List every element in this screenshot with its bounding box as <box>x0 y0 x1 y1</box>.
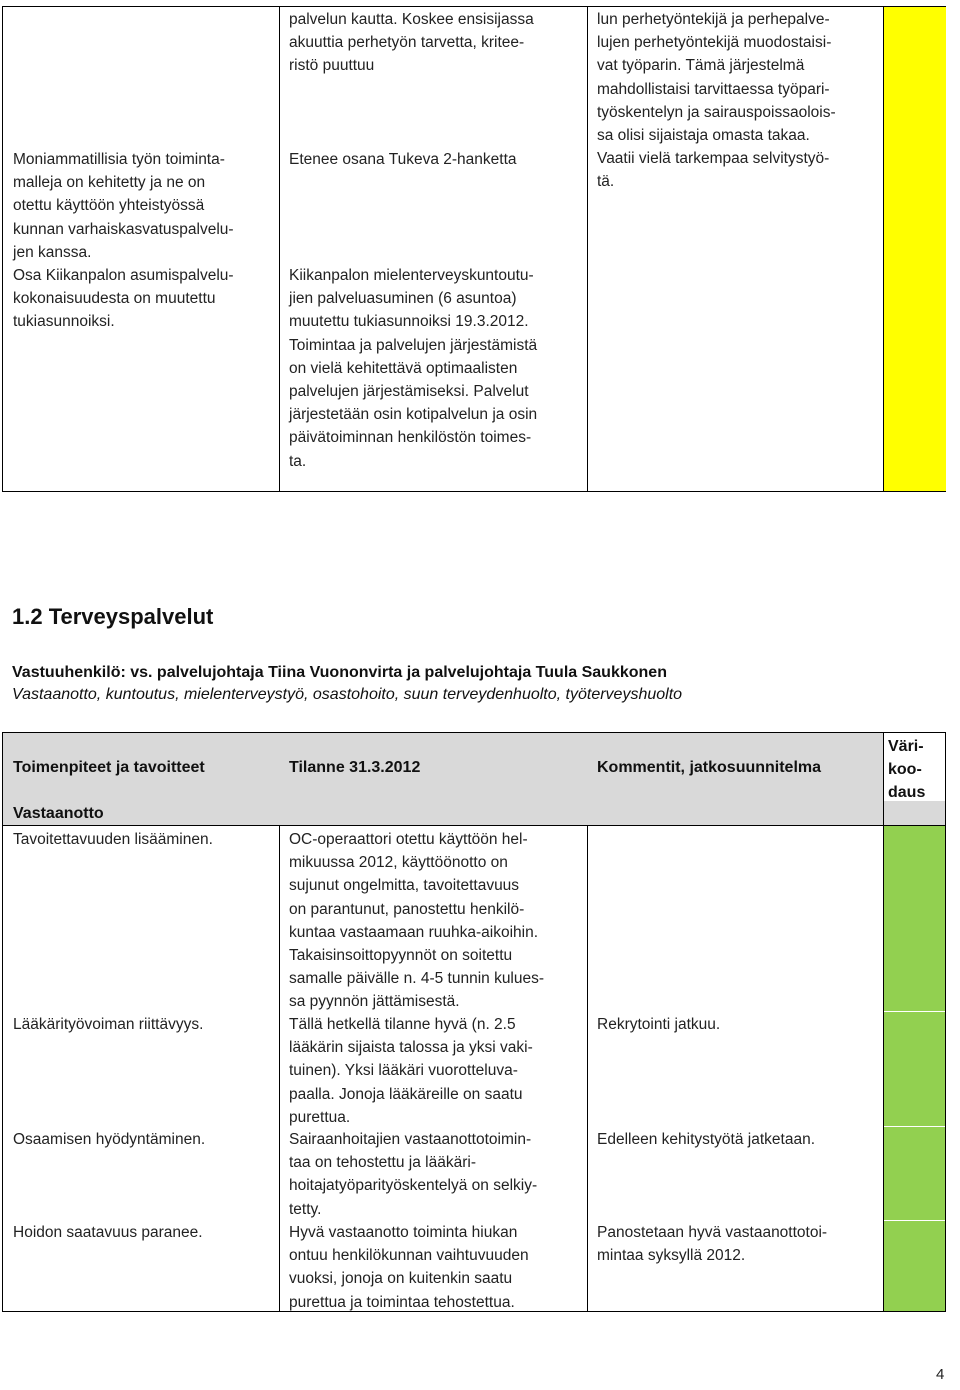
header-measures: Toimenpiteet ja tavoitteet <box>13 759 205 776</box>
comment-cell: lun perhetyöntekijä ja perhepalve- lujen perhetyöntekijä muodostaisi- vat työparin. Tämä järjestelmä mahdollistaisi tarvittaessa työpari- työskentelyn ja sairauspoissaolois- sa olisi sijaistaja omasta takaa. Vaatii vielä tarkempaa selvitystyö- tä. <box>597 11 836 191</box>
row-divider <box>3 825 945 826</box>
measure-cell: Hoidon saatavuus paranee. <box>13 1224 203 1241</box>
color-code-green <box>884 826 945 1011</box>
header-status: Tilanne 31.3.2012 <box>289 759 421 776</box>
measure-cell: Moniammatillisia työn toiminta- malleja on kehitetty ja ne on otettu käyttöön yhteistyössä kunnan varhaiskasvatuspalvelu- jen kanssa. Osa Kiikanpalon asumispalvelu- kokonaisuudesta on muutettu tukiasunnoiksi. <box>13 151 234 331</box>
color-code-yellow <box>884 7 946 491</box>
health-services-table <box>2 732 946 1312</box>
header-color-code: Väri- koo- daus <box>888 738 926 801</box>
responsible-persons: Vastuuhenkilö: vs. palvelujohtaja Tiina Vuononvirta ja palvelujohtaja Tuula Saukkonen <box>12 664 667 681</box>
group-header-row <box>3 801 945 825</box>
measure-cell: Osaamisen hyödyntäminen. <box>13 1131 206 1148</box>
color-code-green <box>884 1221 945 1311</box>
status-cell-part-b: Etenee osana Tukeva 2-hanketta <box>289 151 517 168</box>
previous-table <box>2 6 946 492</box>
status-cell-part-a: palvelun kautta. Koskee ensisijassa akuuttia perhetyön tarvetta, kritee- ristö puuttuu <box>289 11 534 75</box>
column-divider <box>279 825 280 1311</box>
service-areas: Vastaanotto, kuntoutus, mielenterveystyö, osastohoito, suun terveydenhuolto, työterveyshuolto <box>12 686 683 703</box>
color-code-green <box>884 1127 945 1220</box>
page-number: 4 <box>936 1366 945 1383</box>
section-heading: 1.2 Terveyspalvelut <box>12 604 214 629</box>
status-cell: Hyvä vastaanotto toiminta hiukan ontuu henkilökunnan vaihtuvuuden vuoksi, jonoja on kuitenkin saatu purettua ja toimintaa tehostettua. <box>289 1224 529 1311</box>
measure-cell: Lääkärityövoiman riittävyys. <box>13 1016 204 1033</box>
column-divider <box>587 7 588 491</box>
header-comments: Kommentit, jatkosuunnitelma <box>597 759 822 776</box>
group-label: Vastaanotto <box>13 805 104 822</box>
status-cell: OC-operaattori otettu käyttöön hel- mikuussa 2012, käyttöönotto on sujunut ongelmitta, tavoitettavuus on parantunut, panostettu henkilö- kuntaa vastaamaan ruuhka-aikoihin. Takaisinsoittopyynnöt on soitettu samalle päivälle n. 4-5 tunnin kulues- sa pyynnön jättämisestä. <box>289 831 545 1011</box>
measure-cell: Tavoitettavuuden lisääminen. <box>13 831 213 848</box>
comment-cell: Edelleen kehitystyötä jatketaan. <box>597 1131 815 1148</box>
comment-cell: Panostetaan hyvä vastaanottotoi- mintaa syksyllä 2012. <box>597 1224 828 1265</box>
status-cell: Tällä hetkellä tilanne hyvä (n. 2.5 lääkärin sijaista talossa ja yksi vaki- tuinen). Yksi lääkäri vuorotteluva- paalla. Jonoja lääkäreille on saatu purettua. <box>289 1016 533 1126</box>
column-divider <box>279 7 280 491</box>
status-cell-part-c: Kiikanpalon mielenterveyskuntoutu- jien palveluasuminen (6 asuntoa) muutettu tukiasunnoiksi 19.3.2012. Toimintaa ja palvelujen järjestämistä on vielä kehitettävä optimaalisten palvelujen järjestämiseksi. Palvelut järjestetään osin kotipalvelun ja osin päivätoiminnan henkilöstön toimes- ta. <box>289 267 538 470</box>
color-code-green <box>884 1012 945 1126</box>
comment-cell: Rekrytointi jatkuu. <box>597 1016 721 1033</box>
status-cell: Sairaanhoitajien vastaanottotoimin- taa on tehostettu ja lääkäri- hoitajatyöparityöskentelyä on selkiy- tetty. <box>289 1131 538 1218</box>
column-divider <box>587 825 588 1311</box>
